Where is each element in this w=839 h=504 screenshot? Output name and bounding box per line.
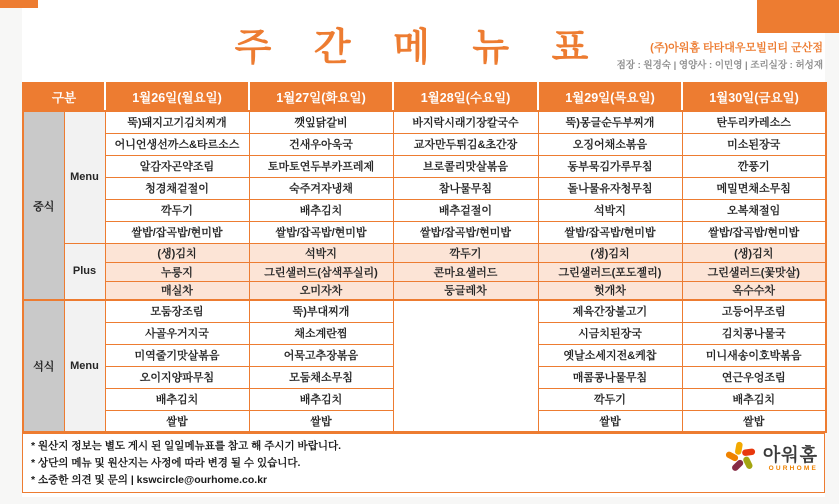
menu-cell: 배추김치 [249, 199, 393, 221]
menu-cell: (생)김치 [105, 243, 249, 262]
menu-cell: 미소된장국 [682, 133, 826, 155]
menu-cell: 쌀밥/잡곡밥/현미밥 [105, 221, 249, 243]
menu-cell: 쌀밥/잡곡밥/현미밥 [538, 221, 682, 243]
menu-cell: 깐풍기 [682, 155, 826, 177]
menu-cell: 쌀밥/잡곡밥/현미밥 [249, 221, 393, 243]
menu-cell: 배추겉절이 [393, 199, 538, 221]
ourhome-english-wordmark: OURHOME [768, 465, 818, 473]
menu-cell: 어묵고추장볶음 [249, 344, 393, 366]
menu-cell: 배추김치 [105, 388, 249, 410]
menu-cell: 탄두리카레소스 [682, 111, 826, 133]
menu-cell: 브로콜리맛살볶음 [393, 155, 538, 177]
menu-cell: 깍두기 [105, 199, 249, 221]
day-header-mon: 1월26일(월요일) [105, 83, 249, 111]
menu-cell: 콘마요샐러드 [393, 262, 538, 281]
page-content [22, 0, 825, 497]
menu-cell: 매실차 [105, 281, 249, 300]
store-name: (주)아워홈 타타대우모빌리티 군산점 [650, 42, 823, 54]
weekly-menu-table [22, 82, 827, 433]
section-label-lunch: 중식 [23, 111, 64, 300]
menu-cell: 교자만두튀김&초간장 [393, 133, 538, 155]
staff-info: 점장 : 원경숙 | 영양사 : 이민영 | 조리실장 : 허성재 [616, 60, 823, 71]
menu-cell: 뚝)몽글순두부찌개 [538, 111, 682, 133]
menu-cell: 그린샐러드(포도젤리) [538, 262, 682, 281]
menu-cell: 알감자곤약조림 [105, 155, 249, 177]
ourhome-pinwheel-icon [723, 439, 759, 480]
origin-note: * 원산지 정보는 별도 게시 된 일일메뉴표를 참고 해 주시기 바랍니다. [31, 440, 342, 452]
menu-cell: 쌀밥/잡곡밥/현미밥 [393, 221, 538, 243]
menu-cell: 뚝)돼지고기김치찌개 [105, 111, 249, 133]
day-header-fri: 1월30일(금요일) [682, 83, 826, 111]
menu-cell: 옥수수차 [682, 281, 826, 300]
menu-cell: 뚝)부대찌개 [249, 300, 393, 322]
menu-cell: (생)김치 [682, 243, 826, 262]
menu-cell: 연근우엉조림 [682, 366, 826, 388]
day-header-wed: 1월28일(수요일) [393, 83, 538, 111]
menu-cell: 배추김치 [249, 388, 393, 410]
menu-cell: 김치콩나물국 [682, 322, 826, 344]
menu-cell: 숙주겨자냉채 [249, 177, 393, 199]
menu-cell: 쌀밥 [105, 410, 249, 432]
subsection-label-dinner-menu: Menu [64, 300, 105, 432]
menu-cell: 참나물무침 [393, 177, 538, 199]
footer-notes-box [22, 433, 825, 493]
table-row [23, 111, 826, 133]
top-right-accent-bar [757, 0, 839, 33]
menu-cell: 돌나물유자청무침 [538, 177, 682, 199]
menu-cell: 어니언생선까스&타르소스 [105, 133, 249, 155]
menu-cell: 바지락시래기장칼국수 [393, 111, 538, 133]
menu-cell: 그린샐러드(삼색푸실리) [249, 262, 393, 281]
subsection-label-lunch-menu: Menu [64, 111, 105, 243]
ourhome-logo [723, 439, 818, 480]
menu-cell-empty-wed-dinner [393, 300, 538, 432]
table-row [23, 243, 826, 262]
table-row [23, 177, 826, 199]
table-row [23, 155, 826, 177]
table-row [23, 221, 826, 243]
menu-cell: 매콤콩나물무침 [538, 366, 682, 388]
menu-cell: 모둠장조림 [105, 300, 249, 322]
menu-cell: 오이지양파무침 [105, 366, 249, 388]
section-label-dinner: 석식 [23, 300, 64, 432]
footer-notes [31, 438, 341, 489]
menu-cell: (생)김치 [538, 243, 682, 262]
menu-cell: 배추김치 [682, 388, 826, 410]
menu-cell: 그린샐러드(꽃맛살) [682, 262, 826, 281]
menu-cell: 쌀밥 [249, 410, 393, 432]
table-row [23, 281, 826, 300]
menu-cell: 오미자차 [249, 281, 393, 300]
day-header-tue: 1월27일(화요일) [249, 83, 393, 111]
table-header-row [23, 83, 826, 111]
day-header-thu: 1월29일(목요일) [538, 83, 682, 111]
menu-cell: 오징어채소볶음 [538, 133, 682, 155]
menu-cell: 고등어무조림 [682, 300, 826, 322]
menu-cell: 시금치된장국 [538, 322, 682, 344]
menu-cell: 청경채겉절이 [105, 177, 249, 199]
menu-cell: 둥글레차 [393, 281, 538, 300]
menu-cell: 석박지 [249, 243, 393, 262]
table-row [23, 199, 826, 221]
corner-header-cell: 구분 [23, 83, 105, 111]
menu-cell: 제육간장불고기 [538, 300, 682, 322]
menu-cell: 건새우아욱국 [249, 133, 393, 155]
page-title: 주 간 메 뉴 표 [234, 27, 605, 69]
top-left-accent-bar [0, 0, 38, 8]
menu-cell: 깻잎닭갈비 [249, 111, 393, 133]
menu-cell: 오복채절임 [682, 199, 826, 221]
table-row [23, 300, 826, 322]
menu-cell: 동부묵김가루무침 [538, 155, 682, 177]
contact-note: * 소중한 의견 및 문의 | kswcircle@ourhome.co.kr [31, 474, 268, 486]
table-row [23, 133, 826, 155]
change-note: * 상단의 메뉴 및 원산지는 사정에 따라 변경 될 수 있습니다. [31, 457, 301, 469]
menu-cell: 쌀밥 [682, 410, 826, 432]
ourhome-logo-text [763, 446, 818, 473]
menu-cell: 석박지 [538, 199, 682, 221]
menu-cell: 미니새송이호박볶음 [682, 344, 826, 366]
menu-cell: 쌀밥/잡곡밥/현미밥 [682, 221, 826, 243]
menu-cell: 깍두기 [393, 243, 538, 262]
table-row [23, 262, 826, 281]
menu-cell: 미역줄기맛살볶음 [105, 344, 249, 366]
menu-cell: 쌀밥 [538, 410, 682, 432]
subsection-label-lunch-plus: Plus [64, 243, 105, 300]
menu-cell: 모둠채소무침 [249, 366, 393, 388]
ourhome-korean-wordmark: 아워홈 [762, 445, 818, 466]
menu-cell: 토마토연두부카프레제 [249, 155, 393, 177]
menu-cell: 메밀면채소무침 [682, 177, 826, 199]
menu-cell: 누룽지 [105, 262, 249, 281]
menu-cell: 깍두기 [538, 388, 682, 410]
menu-cell: 사골우거지국 [105, 322, 249, 344]
menu-cell: 옛날소세지전&케찹 [538, 344, 682, 366]
menu-cell: 채소계란찜 [249, 322, 393, 344]
menu-cell: 헛개차 [538, 281, 682, 300]
